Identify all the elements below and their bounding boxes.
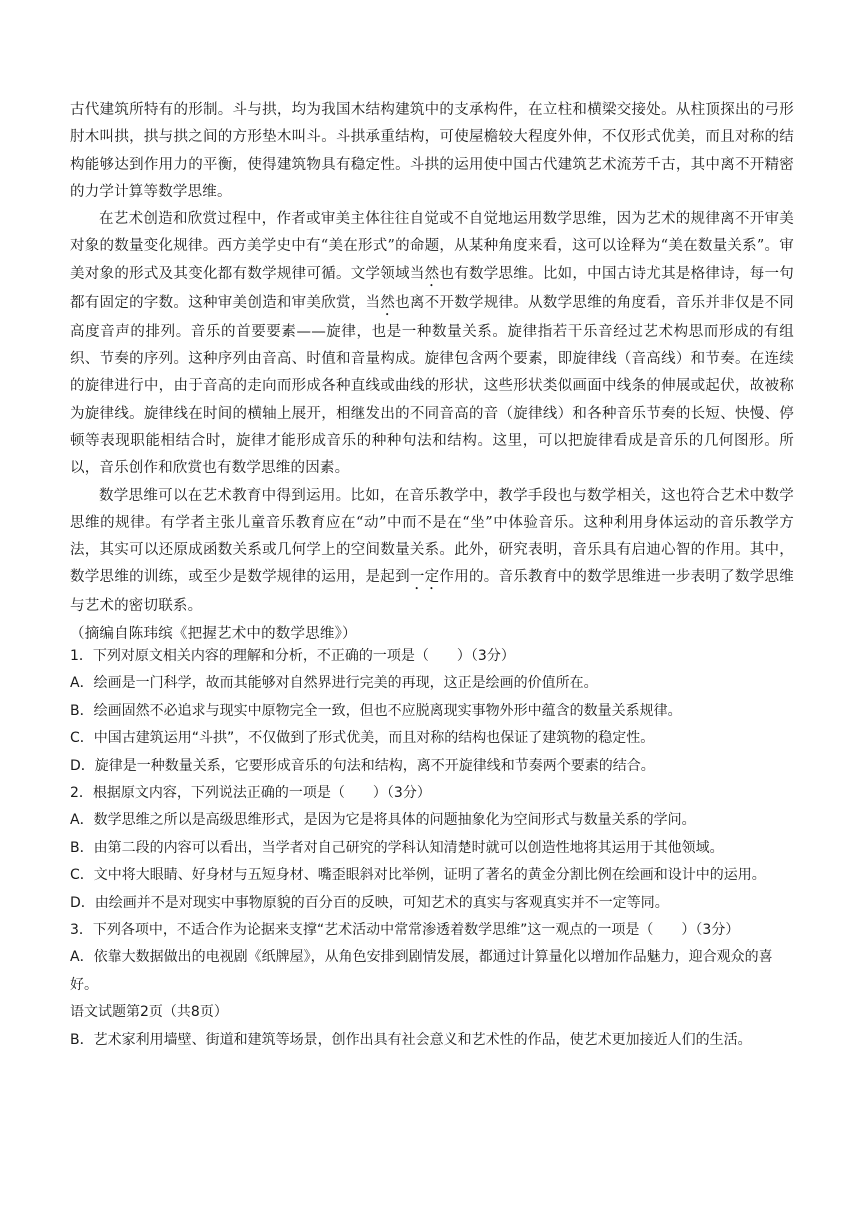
question-2-option-c: C．文中将大眼睛、好身材与五短身材、嘴歪眼斜对比举例，证明了著名的黄金分割比例在绘画和设计中的运用。 [70, 867, 766, 884]
question-1-option-d: D．旋律是一种数量关系，它要形成音乐的句法和结构，离不开旋律线和节奏两个要素的结合。 [70, 757, 655, 774]
passage-source: （摘编自陈玮缤《把握艺术中的数学思维》） [70, 625, 357, 642]
question-3-stem: 3．下列各项中，不适合作为论据来支撑“艺术活动中常常渗透着数学思维”这一观点的一项是（ ）（3分） [70, 922, 740, 939]
question-3-option-a: A．依靠大数据做出的电视剧《纸牌屋》，从角色安排到剧情发展，都通过计算量化以增加作品魅力，迎合观众的喜好。 [70, 949, 773, 993]
emphasis-dot-text: 然 [424, 265, 440, 282]
emphasis-dot-text: 然 [380, 294, 396, 311]
question-section [70, 643, 794, 1054]
reading-passage [70, 97, 794, 648]
question-3-option-b: B．艺术家利用墙壁、街道和建筑等场景，创作出具有社会意义和艺术性的作品，使艺术更加接近人们的生活。 [70, 1031, 752, 1048]
emphasis-dot-text: 一定 [409, 569, 440, 586]
question-1-option-a: A．绘画是一门科学，故而其能够对自然界进行完美的再现，这正是绘画的价值所在。 [70, 675, 598, 692]
question-1-stem: 1．下列对原文相关内容的理解和分析，不正确的一项是（ ）（3分） [70, 648, 515, 664]
question-2-stem: 2．根据原文内容，下列说法正确的一项是（ ）（3分） [70, 785, 431, 802]
question-2-option-b: B．由第二段的内容可以看出，当学者对自己研究的学科认知清楚时就可以创造性地将其运用于其他领域。 [70, 839, 724, 856]
question-1-option-b: B．绘画固然不必追求与现实中原物完全一致，但也不应脱离现实事物外形中蕴含的数量关系规律。 [70, 702, 682, 719]
passage-paragraph-1: 古代建筑所特有的形制。斗与拱，均为我国木结构建筑中的支承构件，在立柱和横梁交接处。从柱顶探出的弓形肘木叫拱，拱与拱之间的方形垫木叫斗。斗拱承重结构，可使屋檐较大程度外伸，不仅形式优美，而且对称的结构能够达到作用力的平衡，使得建筑物具有稳定性。斗拱的运用使中国古代建筑艺术流芳千古，其中离不开精密的力学计算等数学思维。 [70, 102, 794, 200]
question-1-option-c: C．中国古建筑运用“斗拱”，不仅做到了形式优美，而且对称的结构也保证了建筑物的稳定性。 [70, 730, 655, 747]
question-2-option-d: D．由绘画并不是对现实中事物原貌的百分百的反映，可知艺术的真实与客观真实并不一定等同。 [70, 894, 669, 911]
question-2-option-a: A．数学思维之所以是高级思维形式，是因为它是将具体的问题抽象化为空间形式与数量关系的学问。 [70, 812, 696, 829]
page-footer: 语文试题第2页（共8页） [70, 1004, 228, 1021]
passage-paragraph-3: 数学思维可以在艺术教育中得到运用。比如，在音乐教学中，教学手段也与数学相关，这也符合艺术中数学思维的规律。有学者主张儿童音乐教育应在“动”中而不是在“坐”中体验音乐。这种利用身体运动的音乐教学方法，其实可以还原成函数关系或几何学上的空间数量关系。此外，研究表明，音乐具有启迪心智的作用。其中，数学思维的训练，或至少是数学规律的运用，是起到一定作用的。音乐教育中的数学思维进一步表明了数学思维与艺术的密切联系。 [70, 487, 794, 615]
passage-paragraph-2: 在艺术创造和欣赏过程中，作者或审美主体往往自觉或不自觉地运用数学思维，因为艺术的规律离不开审美对象的数量变化规律。西方美学史中有“美在形式”的命题，从某种角度来看，这可以诠释为“美在数量关系”。审美对象的形式及其变化都有数学规律可循。文学领域当然也有数学思维。比如，中国古诗尤其是格律诗，每一句都有固定的字数。这种审美创造和审美欣赏，当然也离不开数学规律。从数学思维的角度看，音乐并非仅是不同高度音声的排列。音乐的首要要素——旋律，也是一种数量关系。旋律指若干乐音经过艺术构思而形成的有组织、节奏的序列。这种序列由音高、时值和音量构成。旋律包含两个要素，即旋律线（音高线）和节奏。在连续的旋律进行中，由于音高的走向而形成各种直线或曲线的形状，这些形状类似画面中线条的伸展或起伏，故被称为旋律线。旋律线在时间的横轴上展开，相继发出的不同音高的音（旋律线）和各种音乐节奏的长短、快慢、停顿等表现职能相结合时，旋律才能形成音乐的种种句法和结构。这里，可以把旋律看成是音乐的几何图形。所以，音乐创作和欣赏也有数学思维的因素。 [70, 211, 794, 477]
